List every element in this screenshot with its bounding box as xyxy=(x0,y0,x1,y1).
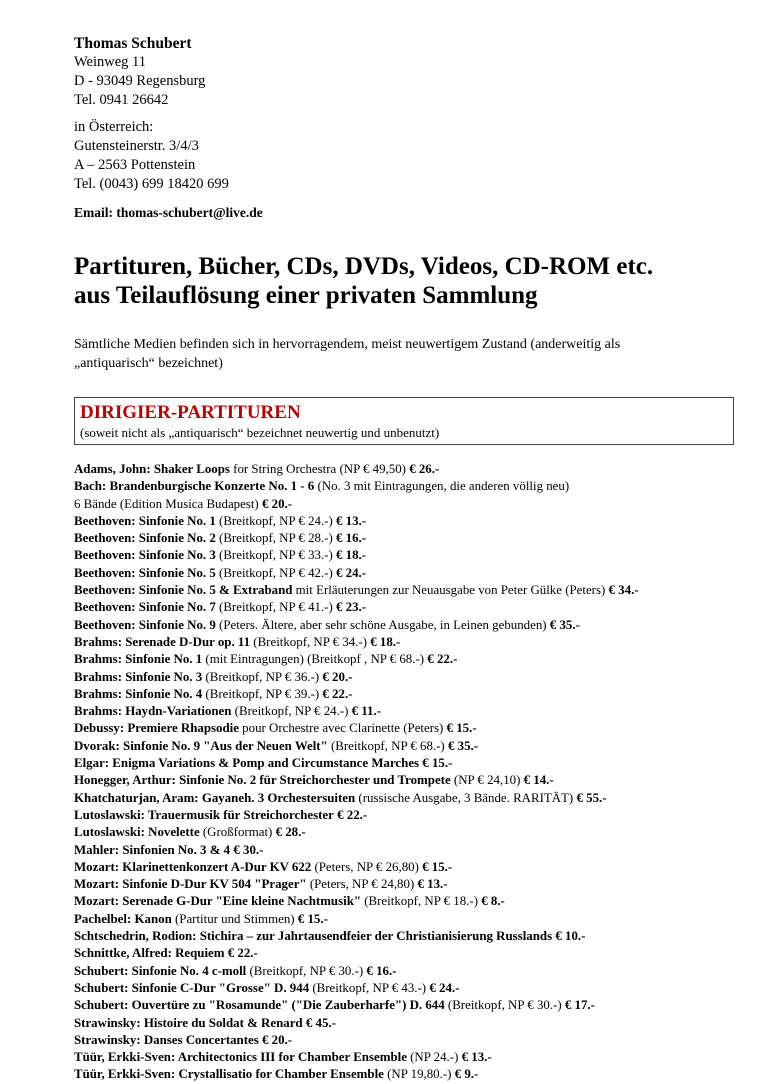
item-title: Elgar: Enigma Variations & Pomp and Circumstance Marches xyxy=(74,756,420,771)
item-title: Brahms: Serenade D-Dur op. 11 xyxy=(74,634,251,649)
item-title: Khatchaturjan, Aram: Gayaneh. 3 Orchestersuiten xyxy=(74,790,356,805)
item-price: € 22.- xyxy=(427,652,458,667)
item-title: Mozart: Sinfonie D-Dur KV 504 "Prager" xyxy=(74,877,307,892)
item-title: Pachelbel: Kanon xyxy=(74,911,172,926)
list-item xyxy=(74,859,734,876)
list-item xyxy=(74,755,734,772)
list-item xyxy=(74,911,734,928)
item-title: Schubert: Sinfonie C-Dur "Grosse" D. 944 xyxy=(74,980,310,995)
item-detail: (Breitkopf, NP € 43.-) xyxy=(309,980,430,995)
item-price: € 9.- xyxy=(454,1067,479,1082)
list-item xyxy=(74,1015,734,1032)
item-title: Lutoslawski: Trauermusik für Streichorchester xyxy=(74,807,334,822)
item-detail: for String Orchestra (NP € 49,50) xyxy=(229,462,410,476)
contact-block-austria xyxy=(74,118,734,194)
item-price: € 16.- xyxy=(336,531,367,546)
list-item xyxy=(74,651,734,668)
address-line: Weinweg 11 xyxy=(74,54,146,70)
item-detail: (Breitkopf, NP € 24.-) xyxy=(215,513,336,528)
item-detail: (Breitkopf, NP € 30.-) xyxy=(246,963,367,978)
item-title: Dvorak: Sinfonie No. 9 "Aus der Neuen Welt" xyxy=(74,738,328,753)
item-detail: (Breitkopf, NP € 18.-) xyxy=(361,894,482,909)
item-detail: pour Orchestre avec Clarinette (Peters) xyxy=(238,721,447,736)
list-item xyxy=(74,963,734,980)
phone-line: Tel. 0941 26642 xyxy=(74,92,169,108)
list-item xyxy=(74,980,734,997)
item-price: € 20.- xyxy=(261,496,293,511)
item-title: Strawinsky: Danses Concertantes xyxy=(74,1032,259,1047)
item-price: € 20.- xyxy=(322,669,353,684)
list-item xyxy=(74,565,734,582)
list-item xyxy=(74,1049,734,1066)
score-list xyxy=(74,461,734,1084)
list-item xyxy=(74,547,734,564)
item-detail: (Breitkopf, NP € 39.-) xyxy=(202,686,323,701)
list-item xyxy=(74,669,734,686)
item-price: € 35.- xyxy=(447,738,479,753)
item-price: € 45.- xyxy=(305,1015,336,1030)
item-price: € 14.- xyxy=(523,773,554,788)
item-price: € 15.- xyxy=(422,756,453,771)
item-title: Mahler: Sinfonien No. 3 & 4 xyxy=(74,842,231,857)
item-title: Tüür, Erkki-Sven: Crystallisatio for Chamber Ensemble xyxy=(74,1067,384,1082)
item-detail: (NP 24.-) xyxy=(406,1050,462,1065)
item-detail: (Partitur und Stimmen) xyxy=(171,911,298,926)
item-price: € 11.- xyxy=(351,704,382,719)
item-detail: (Breitkopf, NP € 68.-) xyxy=(327,738,448,753)
item-title: Beethoven: Sinfonie No. 5 xyxy=(74,565,216,580)
item-price: € 15.- xyxy=(422,859,453,874)
page-title xyxy=(74,252,734,310)
item-title: Strawinsky: Histoire du Soldat & Renard xyxy=(74,1015,303,1030)
item-title: Tüür, Erkki-Sven: Architectonics III for Chamber Ensemble xyxy=(74,1050,407,1065)
item-price: € 15.- xyxy=(446,721,477,736)
contact-block-germany xyxy=(74,34,734,110)
item-detail: (Peters, NP € 26,80) xyxy=(311,859,423,874)
item-price: € 55.- xyxy=(576,790,607,805)
address-heading: in Österreich: xyxy=(74,119,154,135)
item-price: € 28.- xyxy=(275,825,306,840)
item-title: Beethoven: Sinfonie No. 7 xyxy=(74,600,216,615)
item-price: € 17.- xyxy=(564,998,595,1013)
item-detail: mit Erläuterungen zur Neuausgabe von Peter Gülke (Peters) xyxy=(292,583,609,598)
item-detail: (Peters, NP € 24,80) xyxy=(306,877,418,892)
address-line: Gutensteinerstr. 3/4/3 xyxy=(74,138,199,154)
item-price: € 26.- xyxy=(409,462,440,476)
item-price: € 30.- xyxy=(233,842,264,857)
item-price: € 13.- xyxy=(461,1050,492,1065)
list-item xyxy=(74,876,734,893)
item-price: € 16.- xyxy=(366,963,397,978)
intro-line-1: Sämtliche Medien befinden sich in hervorragendem, meist neuwertigem Zustand (anderweitig als xyxy=(74,337,621,352)
list-item xyxy=(74,824,734,841)
list-item xyxy=(74,513,734,530)
item-detail: (Breitkopf, NP € 28.-) xyxy=(215,531,336,546)
item-price: € 23.- xyxy=(336,600,367,615)
item-price: € 24.- xyxy=(336,565,367,580)
item-title: Beethoven: Sinfonie No. 2 xyxy=(74,531,216,546)
intro-text xyxy=(74,335,734,373)
item-title: Adams, John: Shaker Loops xyxy=(74,462,230,476)
list-item xyxy=(74,790,734,807)
list-item xyxy=(74,772,734,789)
section-note: (soweit nicht als „antiquarisch“ bezeichnet neuwertig und unbenutzt) xyxy=(80,425,440,440)
item-title: Mozart: Klarinettenkonzert A-Dur KV 622 xyxy=(74,859,312,874)
item-title: Schubert: Ouvertüre zu "Rosamunde" ("Die Zauberharfe") D. 644 xyxy=(74,998,445,1013)
list-item xyxy=(74,478,734,495)
item-price: € 13.- xyxy=(336,513,367,528)
document-page xyxy=(74,34,734,1084)
item-price: € 22.- xyxy=(322,686,353,701)
item-price: € 24.- xyxy=(429,980,460,995)
item-title: Beethoven: Sinfonie No. 1 xyxy=(74,513,216,528)
item-price: € 18.- xyxy=(336,548,367,563)
item-price: € 34.- xyxy=(608,583,639,598)
list-item xyxy=(74,496,734,513)
item-title: Mozart: Serenade G-Dur "Eine kleine Nachtmusik" xyxy=(74,894,362,909)
item-title: Schubert: Sinfonie No. 4 c-moll xyxy=(74,963,247,978)
list-item xyxy=(74,893,734,910)
item-title: Debussy: Premiere Rhapsodie xyxy=(74,721,239,736)
item-detail: (Breitkopf, NP € 24.-) xyxy=(231,704,352,719)
item-title: Schnittke, Alfred: Requiem xyxy=(74,946,225,961)
item-price: € 22.- xyxy=(337,807,368,822)
item-title: Honegger, Arthur: Sinfonie No. 2 für Streichorchester und Trompete xyxy=(74,773,451,788)
list-item xyxy=(74,928,734,945)
list-item xyxy=(74,599,734,616)
item-detail: (mit Eintragungen) (Breitkopf , NP € 68.-) xyxy=(202,652,428,667)
contact-name: Thomas Schubert xyxy=(74,35,192,52)
list-item xyxy=(74,703,734,720)
item-detail: (Breitkopf, NP € 36.-) xyxy=(202,669,323,684)
item-detail: (Breitkopf, NP € 33.-) xyxy=(215,548,336,563)
list-item xyxy=(74,461,734,478)
item-detail: (Breitkopf, NP € 42.-) xyxy=(215,565,336,580)
list-item xyxy=(74,686,734,703)
item-title: Brahms: Haydn-Variationen xyxy=(74,704,232,719)
item-title: Brahms: Sinfonie No. 3 xyxy=(74,669,203,684)
list-item xyxy=(74,842,734,859)
address-line: D - 93049 Regensburg xyxy=(74,73,206,89)
item-price: € 13.- xyxy=(417,877,448,892)
item-detail: (Breitkopf, NP € 41.-) xyxy=(215,600,336,615)
list-item xyxy=(74,1032,734,1049)
list-item xyxy=(74,530,734,547)
item-title: Bach: Brandenburgische Konzerte No. 1 - 6 xyxy=(74,479,315,494)
list-item xyxy=(74,1066,734,1083)
section-title: DIRIGIER-PARTITUREN xyxy=(80,402,301,423)
email-line: Email: thomas-schubert@live.de xyxy=(74,205,263,220)
item-title: Brahms: Sinfonie No. 4 xyxy=(74,686,203,701)
item-price: € 22.- xyxy=(227,946,258,961)
item-price: € 10.- xyxy=(555,929,586,944)
item-title: Beethoven: Sinfonie No. 3 xyxy=(74,548,216,563)
list-item xyxy=(74,617,734,634)
section-header-box xyxy=(74,397,734,445)
item-detail: (russische Ausgabe, 3 Bände. RARITÄT) xyxy=(355,790,577,805)
item-title: Brahms: Sinfonie No. 1 xyxy=(74,652,203,667)
list-item xyxy=(74,945,734,962)
item-price: € 8.- xyxy=(481,894,505,909)
item-detail: 6 Bände (Edition Musica Budapest) xyxy=(74,496,262,511)
item-price: € 18.- xyxy=(370,634,401,649)
item-detail: (Peters. Ältere, aber sehr schöne Ausgabe, in Leinen gebunden) xyxy=(215,617,550,632)
title-line-2: aus Teilauflösung einer privaten Sammlung xyxy=(74,282,538,309)
list-item xyxy=(74,582,734,599)
intro-line-2: „antiquarisch“ bezeichnet) xyxy=(74,356,223,371)
item-title: Beethoven: Sinfonie No. 5 & Extraband xyxy=(74,583,293,598)
list-item xyxy=(74,997,734,1014)
item-price: € 15.- xyxy=(297,911,328,926)
list-item xyxy=(74,738,734,755)
item-detail: (Breitkopf, NP € 30.-) xyxy=(444,998,565,1013)
list-item xyxy=(74,720,734,737)
item-detail: (NP 19,80.-) xyxy=(383,1067,455,1082)
item-detail: (Breitkopf, NP € 34.-) xyxy=(250,634,371,649)
item-detail: (No. 3 mit Eintragungen, die anderen völlig neu) xyxy=(314,479,570,494)
item-detail: (NP € 24,10) xyxy=(450,773,524,788)
title-line-1: Partituren, Bücher, CDs, DVDs, Videos, CD-ROM etc. xyxy=(74,253,654,280)
item-title: Beethoven: Sinfonie No. 9 xyxy=(74,617,216,632)
item-title: Lutoslawski: Novelette xyxy=(74,825,200,840)
address-line: A – 2563 Pottenstein xyxy=(74,157,196,173)
item-price: € 20.- xyxy=(262,1032,293,1047)
item-price: € 35.- xyxy=(549,617,580,632)
item-detail: (Großformat) xyxy=(199,825,276,840)
phone-line: Tel. (0043) 699 18420 699 xyxy=(74,176,229,192)
list-item xyxy=(74,807,734,824)
item-title: Schtschedrin, Rodion: Stichira – zur Jahrtausendfeier der Christianisierung Russlands xyxy=(74,929,553,944)
list-item xyxy=(74,634,734,651)
